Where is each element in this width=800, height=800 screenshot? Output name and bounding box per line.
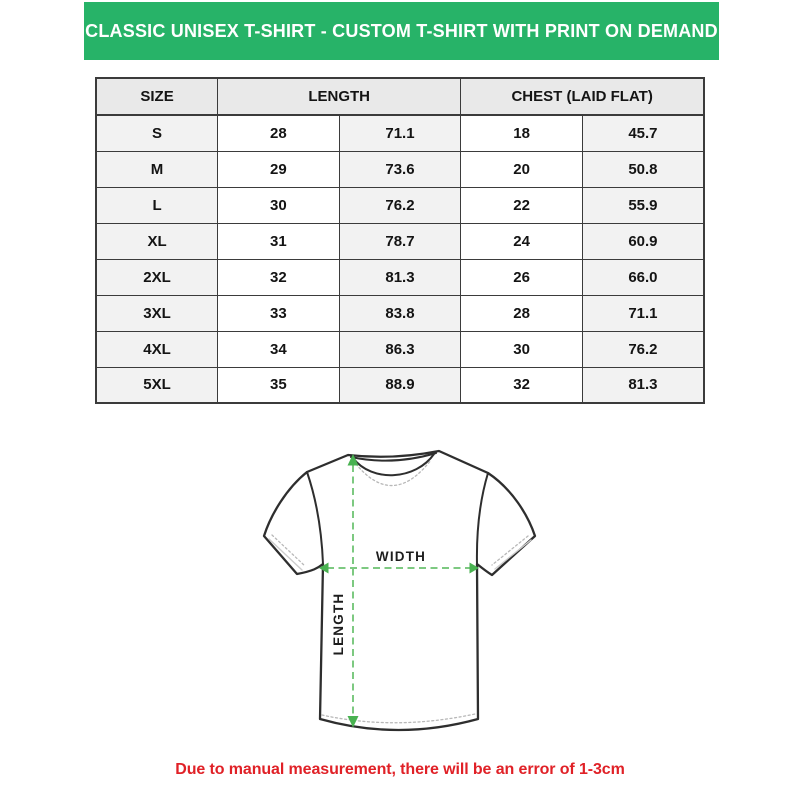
column-header-length: LENGTH [218,78,461,115]
size-chart-table [95,77,705,404]
chest-in-cell: 18 [461,115,583,151]
table-row [96,259,704,295]
table-row [96,331,704,367]
measurement-disclaimer: Due to manual measurement, there will be an error of 1-3cm [175,761,625,778]
tshirt-illustration [240,443,560,763]
column-header-size: SIZE [96,78,218,115]
tshirt-outline [264,451,535,730]
size-cell: 2XL [96,259,218,295]
chest-cm-cell: 81.3 [582,367,704,403]
table-row [96,187,704,223]
chest-in-cell: 28 [461,295,583,331]
length-in-cell: 33 [218,295,340,331]
chest-cm-cell: 45.7 [582,115,704,151]
length-cm-cell: 86.3 [339,331,461,367]
length-cm-cell: 76.2 [339,187,461,223]
table-header-row [96,78,704,115]
length-in-cell: 30 [218,187,340,223]
table-row [96,367,704,403]
chest-in-cell: 20 [461,151,583,187]
table-row [96,295,704,331]
chest-cm-cell: 55.9 [582,187,704,223]
length-in-cell: 29 [218,151,340,187]
page-title: CLASSIC UNISEX T-SHIRT - CUSTOM T-SHIRT WITH PRINT ON DEMAND [85,20,718,41]
length-in-cell: 31 [218,223,340,259]
size-cell: 5XL [96,367,218,403]
size-cell: M [96,151,218,187]
chest-cm-cell: 76.2 [582,331,704,367]
table-row [96,151,704,187]
length-in-cell: 35 [218,367,340,403]
length-cm-cell: 78.7 [339,223,461,259]
length-cm-cell: 88.9 [339,367,461,403]
chest-cm-cell: 71.1 [582,295,704,331]
chest-cm-cell: 60.9 [582,223,704,259]
length-in-cell: 28 [218,115,340,151]
size-cell: 3XL [96,295,218,331]
width-label: WIDTH [375,549,427,564]
size-cell: 4XL [96,331,218,367]
table-row [96,115,704,151]
chest-in-cell: 26 [461,259,583,295]
size-cell: L [96,187,218,223]
length-cm-cell: 71.1 [339,115,461,151]
chest-in-cell: 32 [461,367,583,403]
length-cm-cell: 73.6 [339,151,461,187]
title-banner [84,2,719,60]
length-in-cell: 34 [218,331,340,367]
length-in-cell: 32 [218,259,340,295]
table-row [96,223,704,259]
chest-in-cell: 24 [461,223,583,259]
length-label: LENGTH [331,592,346,656]
length-cm-cell: 81.3 [339,259,461,295]
size-cell: XL [96,223,218,259]
tshirt-measurement-diagram [240,443,560,763]
column-header-chest: CHEST (LAID FLAT) [461,78,704,115]
size-cell: S [96,115,218,151]
length-cm-cell: 83.8 [339,295,461,331]
chest-in-cell: 30 [461,331,583,367]
chest-cm-cell: 50.8 [582,151,704,187]
chest-cm-cell: 66.0 [582,259,704,295]
chest-in-cell: 22 [461,187,583,223]
